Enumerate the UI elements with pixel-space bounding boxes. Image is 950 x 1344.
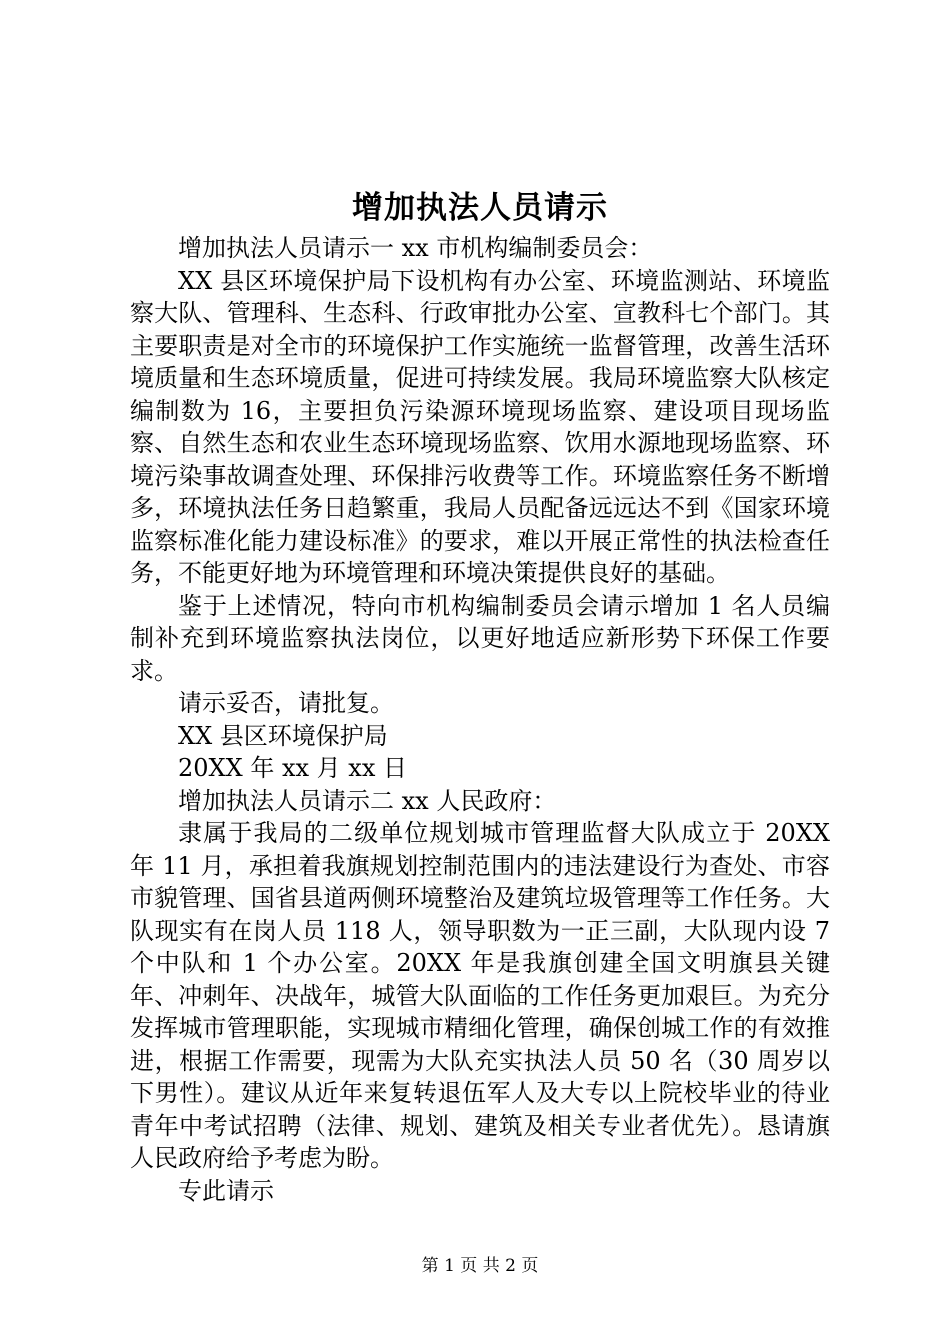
paragraph-signature-org: XX 县区环境保护局 xyxy=(178,721,388,750)
paragraph-background-2: 隶属于我局的二级单位规划城市管理监督大队成立于 20XX 年 11 月，承担着我旗规划控制范围内的违法建设行为查处、市容市貌管理、国省县道两侧环境整治及建筑垃圾管理等工作任务。大队现实有在岗人员 118 人，领导职数为一正三副，大队现内设 7 个中队和 1 个办公室。20XX 年是我旗创建全国文明旗县关键年、冲刺年、决战年，城管大队面临的工作任务更加艰巨。为充分发挥城市管理职能，实现城市精细化管理，确保创城工作的有效推进，根据工作需要，现需为大队充实执法人员 50 名（30 周岁以下男性）。建议从近年来复转退伍军人及大专以上院校毕业的待业青年中考试招聘（法律、规划、建筑及相关专业者优先）。恳请旗人民政府给予考虑为盼。 xyxy=(130,819,830,1172)
paragraph-background-1: XX 县区环境保护局下设机构有办公室、环境监测站、环境监察大队、管理科、生态科、行政审批办公室、宣教科七个部门。其主要职责是对全市的环境保护工作实施统一监督管理，改善生活环境质量和生态环境质量，促进可持续发展。我局环境监察大队核定编制数为 16，主要担负污染源环境现场监察、建设项目现场监察、自然生态和农业生态环境现场监察、饮用水源地现场监察、环境污染事故调查处理、环保排污收费等工作。环境监察任务不断增多，环境执法任务日趋繁重，我局人员配备远远达不到《国家环境监察标准化能力建设标准》的要求，难以开展正常性的执法检查任务，不能更好地为环境管理和环境决策提供良好的基础。 xyxy=(130,266,830,587)
paragraph-closing-1: 请示妥否，请批复。 xyxy=(178,689,394,717)
document-title: 增加执法人员请示 xyxy=(352,190,608,226)
paragraph-signature-date: 20XX 年 xx 月 xx 日 xyxy=(178,754,407,782)
document-page xyxy=(130,0,830,1344)
paragraph-closing-2: 专此请示 xyxy=(178,1176,274,1205)
paragraph-greeting-1: 增加执法人员请示一 xx 市机构编制委员会： xyxy=(178,234,653,262)
document-body xyxy=(130,232,830,1207)
page-footer: 第 1 页 共 2 页 xyxy=(421,1256,539,1276)
paragraph-request-1: 鉴于上述情况，特向市机构编制委员会请示增加 1 名人员编制补充到环境监察执法岗位，以更好地适应新形势下环保工作要求。 xyxy=(130,591,830,685)
paragraph-greeting-2: 增加执法人员请示二 xx 人民政府： xyxy=(178,786,557,815)
